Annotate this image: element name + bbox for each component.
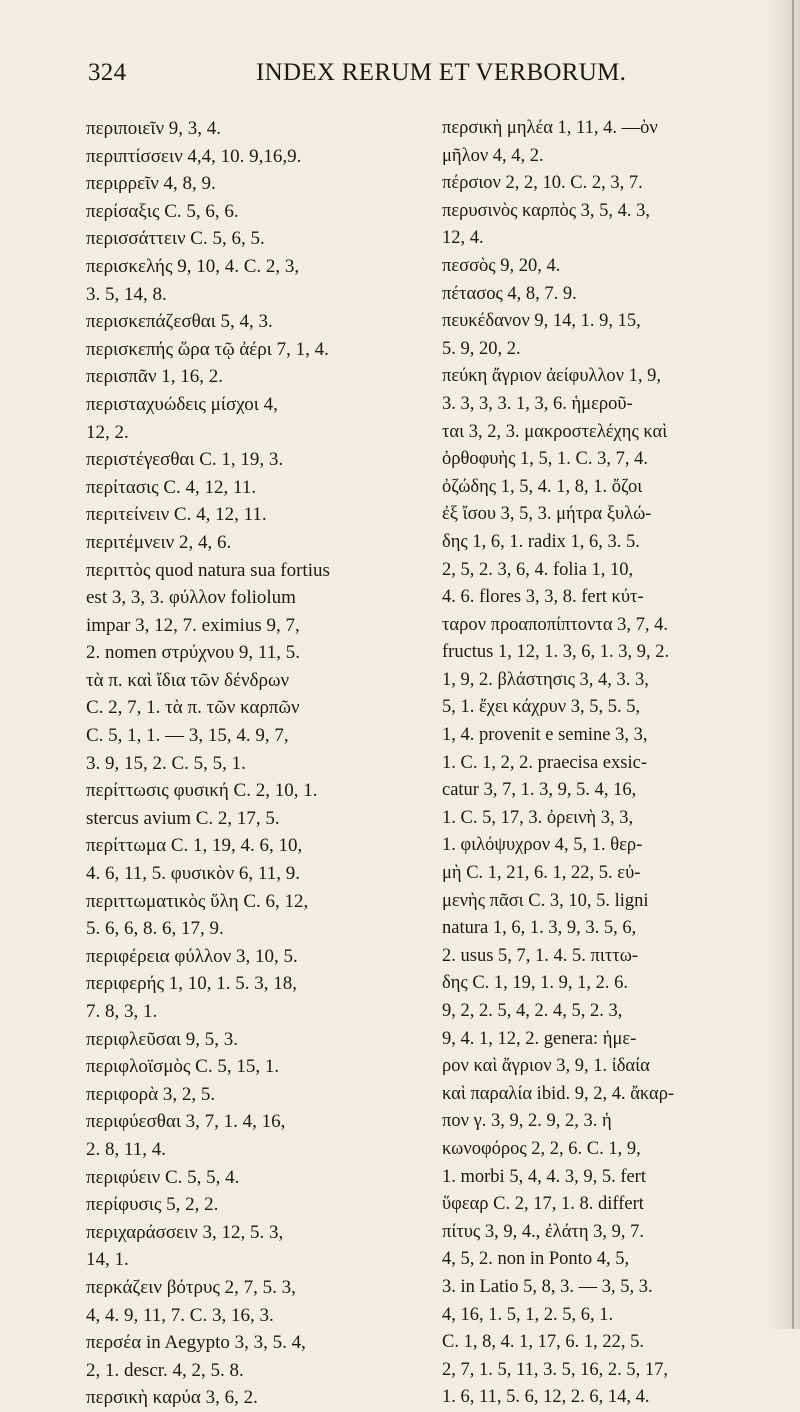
index-entry-line: 1. φιλόψυχρον 4, 5, 1. θερ- [442,835,643,856]
index-entry-line: κωνοφόρος 2, 2, 6. C. 1, 9, [442,1138,641,1159]
index-entry-line: περσικὴ καρύα 3, 6, 2. [86,1387,258,1409]
index-column-left [86,115,402,1409]
index-entry-line: πίτυς 3, 9, 4., ἐλάτη 3, 9, 7. [442,1221,645,1242]
index-entry-line: stercus avium C. 2, 17, 5. [86,807,280,829]
index-entry-line: 1. C. 1, 2, 2. praecisa exsic- [442,752,647,773]
index-entry-line: πέρσιον 2, 2, 10. C. 2, 3, 7. [442,173,643,194]
index-entry-line: 2, 7, 1. 5, 11, 3. 5, 16, 2. 5, 17, [442,1359,668,1380]
index-entry-line: 2, 5, 2. 3, 6, 4. folia 1, 10, [442,559,634,580]
index-entry-line: 5. 6, 6, 8. 6, 17, 9. [86,918,224,940]
index-entry-line: περιφλεῦσαι 9, 5, 3. [86,1028,239,1050]
index-entry-line: περιτείνειν C. 4, 12, 11. [86,504,267,526]
index-entry-line: τὰ π. καὶ ἴδια τῶν δένδρων [86,669,290,691]
index-entry-line: 4, 16, 1. 5, 1, 2. 5, 6, 1. [442,1304,614,1325]
index-entry-line: μενὴς πᾶσι C. 3, 10, 5. ligni [442,890,649,911]
index-entry-line: 4, 4. 9, 11, 7. C. 3, 16, 3. [86,1304,274,1326]
index-entry-line: περιφέρεια φύλλον 3, 10, 5. [86,945,298,967]
index-entry-line: 1. morbi 5, 4, 4. 3, 9, 5. fert [442,1166,646,1187]
index-entry-line: fructus 1, 12, 1. 3, 6, 1. 3, 9, 2. [442,642,670,663]
index-entry-line: ἐξ ἴσου 3, 5, 3. μήτρα ξυλώ- [442,504,652,525]
index-entry-line: 4. 6, 11, 5. φυσικὸν 6, 11, 9. [86,863,300,885]
index-entry-line: ται 3, 2, 3. μακροστελέχης καὶ [442,421,668,442]
index-entry-line: περιστέγεσθαι C. 1, 19, 3. [86,449,284,471]
index-entry-line: περσέα in Aegypto 3, 3, 5. 4, [86,1332,306,1354]
index-entry-line: 2. 8, 11, 4. [86,1138,167,1160]
index-entry-line: natura 1, 6, 1. 3, 9, 3. 5, 6, [442,918,637,939]
index-entry-line: περιττωματικὸς ὕλη C. 6, 12, [86,890,309,912]
index-entry-line: περιχαράσσειν 3, 12, 5. 3, [86,1221,284,1243]
index-entry-line: 9, 4. 1, 12, 2. genera: ἡμε- [442,1028,637,1049]
index-entry-line: 3. 3, 3, 3. 1, 3, 6. ἡμεροῦ- [442,393,633,414]
index-entry-line: est 3, 3, 3. φύλλον foliolum [86,587,296,609]
index-entry-line: περιττὸς quod natura sua fortius [86,559,330,581]
index-entry-line: 1. 6, 11, 5. 6, 12, 2. 6, 14, 4. [442,1387,650,1408]
index-entry-line: 1. C. 5, 17, 3. ὀρεινὴ 3, 3, [442,807,634,828]
index-entry-line: 7. 8, 3, 1. [86,1001,158,1022]
index-entry-line: 9, 2, 2. 5, 4, 2. 4, 5, 2. 3, [442,1001,623,1021]
index-entry-line: ὀζώδης 1, 5, 4. 1, 8, 1. ὄζοι [442,476,643,497]
index-entry-line: περίτασις C. 4, 12, 11. [86,476,257,498]
index-entry-line: 12, 2. [86,421,129,443]
index-entry-line: ὀρθοφυὴς 1, 5, 1. C. 3, 7, 4. [442,449,649,470]
index-entry-line: 2. nomen στρύχνου 9, 11, 5. [86,642,300,664]
index-entry-line: μῆλον 4, 4, 2. [442,145,544,166]
index-entry-line: 2. usus 5, 7, 1. 4. 5. πιττω- [442,945,639,966]
index-entry-line: περισκεπής ὥρα τῷ ἀέρι 7, 1, 4. [86,338,329,360]
page-edge [792,0,794,1329]
index-entry-line: 14, 1. [86,1249,129,1271]
index-entry-line: περσικὴ μηλέα 1, 11, 4. —ὸν [442,118,658,138]
index-entry-line: πον γ. 3, 9, 2. 9, 2, 3. ἡ [442,1111,612,1132]
index-entry-line: περκάζειν βότρυς 2, 7, 5. 3, [86,1276,296,1298]
index-entry-line: περιρρεῖν 4, 8, 9. [86,173,216,195]
index-entry-line: 3. in Latio 5, 8, 3. — 3, 5, 3. [442,1276,653,1297]
index-entry-line: περιποιεῖν 9, 3, 4. [86,118,222,139]
index-entry-line: περιφύεσθαι 3, 7, 1. 4, 16, [86,1111,286,1133]
index-entry-line: περισταχυώδεις μίσχοι 4, [86,393,278,415]
index-entry-line: catur 3, 7, 1. 3, 9, 5. 4, 16, [442,780,637,801]
index-entry-line: impar 3, 12, 7. eximius 9, 7, [86,614,300,636]
index-entry-line: περιφερής 1, 10, 1. 5. 3, 18, [86,973,298,995]
index-entry-line: 5, 1. ἔχει κάχρυν 3, 5, 5. 5, [442,697,641,718]
index-entry-line: 4, 5, 2. non in Ponto 4, 5, [442,1249,630,1270]
index-entry-line: 12, 4. [442,228,484,249]
running-head [80,59,780,93]
index-entry-line: περισπᾶν 1, 16, 2. [86,366,224,388]
index-entry-line: C. 2, 7, 1. τὰ π. τῶν καρπῶν [86,697,300,719]
index-entry-line: περίσαξις C. 5, 6, 6. [86,200,239,222]
page-number: 324 [88,59,127,86]
index-entry-line: 4. 6. flores 3, 3, 8. fert κύτ- [442,587,644,608]
index-entry-line: περιτέμνειν 2, 4, 6. [86,531,232,553]
index-entry-line: πεύκη ἄγριον ἀείφυλλον 1, 9, [442,366,662,387]
page-title: INDEX RERUM ET VERBORUM. [256,59,627,86]
index-entry-line: 3. 9, 15, 2. C. 5, 5, 1. [86,752,246,774]
index-entry-line: περυσινὸς καρπὸς 3, 5, 4. 3, [442,200,651,221]
index-entry-line: 1, 9, 2. βλάστησις 3, 4, 3. 3, [442,669,649,690]
index-entry-line: 5. 9, 20, 2. [442,338,521,359]
index-entry-line: περίττωσις φυσική C. 2, 10, 1. [86,780,318,802]
index-entry-line: δης 1, 6, 1. radix 1, 6, 3. 5. [442,531,640,552]
index-entry-line: καὶ παραλία ibid. 9, 2, 4. ἄκαρ- [442,1083,675,1104]
index-entry-line: πευκέδανον 9, 14, 1. 9, 15, [442,311,641,332]
index-entry-line: περιφλοϊσμὸς C. 5, 15, 1. [86,1056,280,1078]
index-entry-line: περίττωμα C. 1, 19, 4. 6, 10, [86,835,303,857]
index-entry-line: ταρον προαποπίπτοντα 3, 7, 4. [442,614,669,635]
index-entry-line: C. 5, 1, 1. — 3, 15, 4. 9, 7, [86,725,289,747]
index-entry-line: περιφύειν C. 5, 5, 4. [86,1166,240,1188]
index-entry-line: C. 1, 8, 4. 1, 17, 6. 1, 22, 5. [442,1332,644,1353]
index-column-right [442,115,780,1408]
index-entry-line: ὕφεαρ C. 2, 17, 1. 8. differt [442,1194,644,1215]
index-entry-line: μὴ C. 1, 21, 6. 1, 22, 5. εὐ- [442,863,641,884]
index-entry-line: περισσάττειν C. 5, 6, 5. [86,228,265,250]
index-entry-line: 3. 5, 14, 8. [86,283,167,305]
index-entry-line: περιπτίσσειν 4,4, 10. 9,16,9. [86,145,302,167]
index-entry-line: περιφορὰ 3, 2, 5. [86,1083,216,1105]
index-entry-line: πεσσὸς 9, 20, 4. [442,255,561,276]
index-entry-line: περισκελής 9, 10, 4. C. 2, 3, [86,255,300,277]
index-entry-line: δης C. 1, 19, 1. 9, 1, 2. 6. [442,973,629,994]
index-entry-line: 1, 4. provenit e semine 3, 3, [442,725,648,746]
index-entry-line: περίφυσις 5, 2, 2. [86,1194,219,1216]
index-entry-line: ρον καὶ ἄγριον 3, 9, 1. ἰδαία [442,1056,650,1077]
index-entry-line: 2, 1. descr. 4, 2, 5. 8. [86,1359,244,1381]
index-entry-line: πέτασος 4, 8, 7. 9. [442,283,577,304]
index-entry-line: περισκεπάζεσθαι 5, 4, 3. [86,311,273,333]
